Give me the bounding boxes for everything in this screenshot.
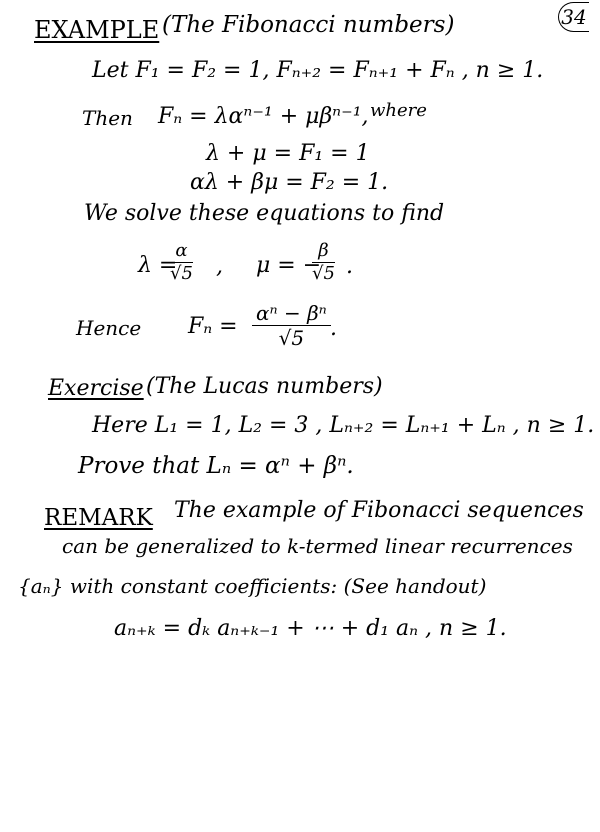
example-subtitle: (The Fibonacci numbers) (162, 12, 455, 38)
lambda-comma: , (216, 254, 223, 279)
exercise-prove-line: Prove that Lₙ = αⁿ + βⁿ. (78, 453, 354, 479)
remark-heading: REMARK (44, 505, 153, 531)
lambda-denominator: √5 (170, 263, 193, 284)
lambda-fraction (170, 242, 193, 283)
hence-fraction (252, 303, 331, 348)
equation-two: αλ + βμ = F₂ = 1. (190, 170, 389, 195)
hence-denominator: √5 (278, 326, 305, 350)
exercise-heading: Exercise (48, 376, 144, 401)
remark-line-two: can be generalized to k-termed linear recurrences (62, 534, 573, 558)
remark-line-three: {aₙ} with constant coefficients: (See handout) (18, 574, 487, 598)
remark-line-one: The example of Fibonacci sequences (174, 498, 584, 523)
lambda-lhs: λ = (138, 253, 178, 278)
hence-period: . (330, 316, 337, 341)
hence-numerator: αⁿ − βⁿ (252, 303, 331, 326)
solve-line: We solve these equations to find (84, 201, 445, 226)
example-let-line: Let F₁ = F₂ = 1, Fₙ₊₂ = Fₙ₊₁ + Fₙ , n ≥ 1. (92, 58, 544, 83)
exercise-here-line: Here L₁ = 1, L₂ = 3 , Lₙ₊₂ = Lₙ₊₁ + Lₙ , n ≥ 1. (92, 413, 595, 438)
then-formula: Fₙ = λαⁿ⁻¹ + μβⁿ⁻¹, (158, 104, 369, 129)
exercise-subtitle: (The Lucas numbers) (146, 374, 383, 399)
hence-word: Hence (76, 316, 142, 340)
remark-formula: aₙ₊ₖ = dₖ aₙ₊ₖ₋₁ + ⋯ + d₁ aₙ , n ≥ 1. (114, 616, 507, 641)
lambda-numerator: α (170, 242, 193, 263)
where-word: where (370, 100, 427, 121)
example-heading: EXAMPLE (34, 16, 160, 44)
mu-lhs: μ = − (256, 253, 322, 278)
hence-lhs: Fₙ = (188, 314, 238, 339)
page-number: 34 (558, 2, 589, 32)
mu-numerator: β (312, 242, 335, 263)
mu-denominator: √5 (312, 263, 335, 284)
equation-one: λ + μ = F₁ = 1 (206, 141, 370, 166)
mu-fraction (312, 242, 335, 283)
mu-period: . (346, 254, 353, 279)
then-word: Then (82, 106, 133, 130)
